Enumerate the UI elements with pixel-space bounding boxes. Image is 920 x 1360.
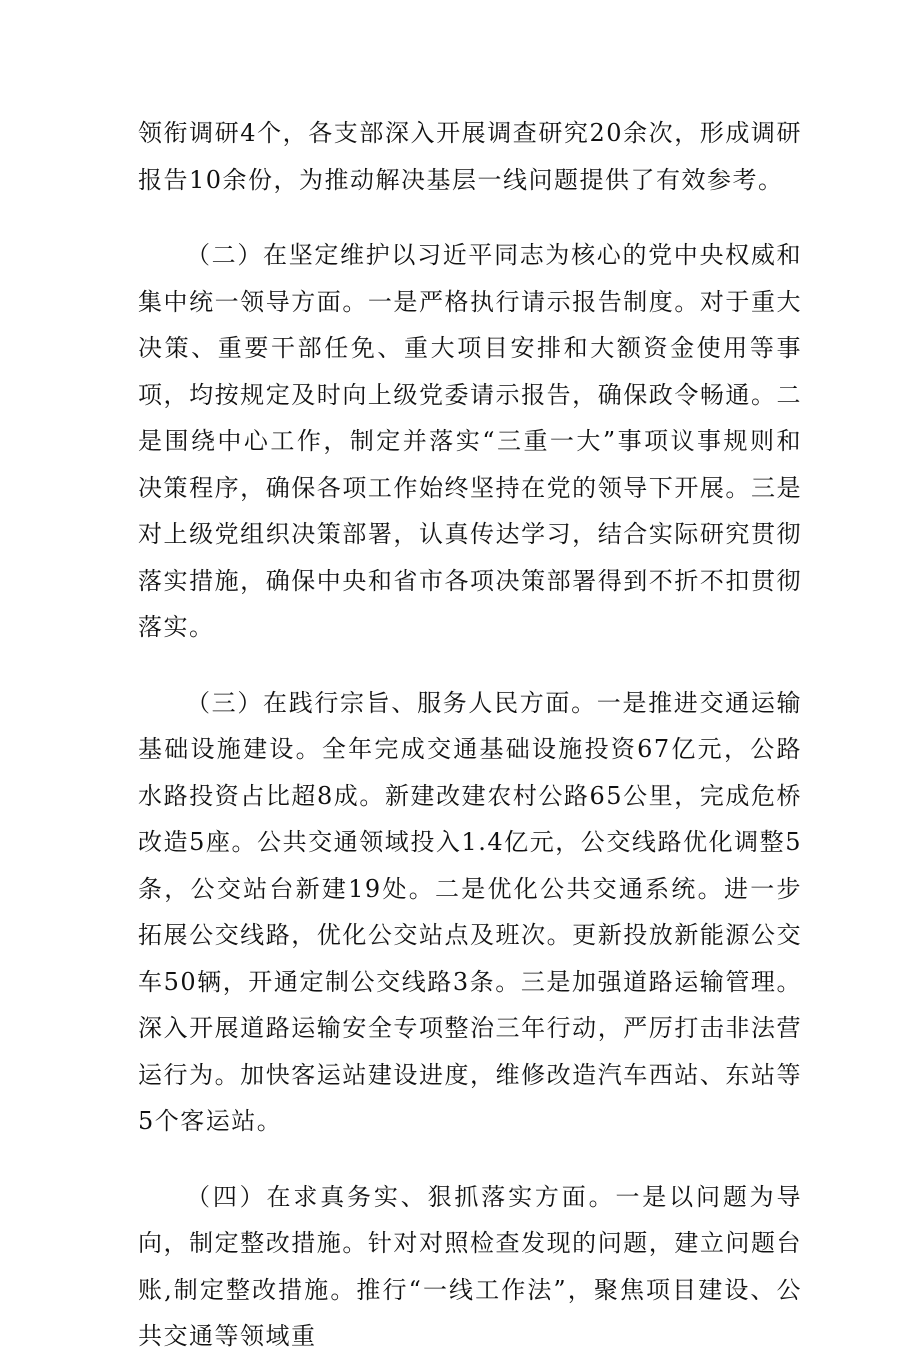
paragraph-2: （二）在坚定维护以习近平同志为核心的党中央权威和集中统一领导方面。一是严格执行请示报告制度。对于重大决策、重要干部任免、重大项目安排和大额资金使用等事项，均按规定及时向上级党委请示报告，确保政令畅通。二是围绕中心工作，制定并落实“三重一大”事项议事规则和决策程序，确保各项工作始终坚持在党的领导下开展。三是对上级党组织决策部署，认真传达学习，结合实际研究贯彻落实措施，确保中央和省市各项决策部署得到不折不扣贯彻落实。 — [138, 241, 802, 641]
paragraph-1: 领衔调研4个，各支部深入开展调查研究20余次，形成调研报告10余份，为推动解决基层一线问题提供了有效参考。 — [138, 119, 802, 194]
paragraph-3: （三）在践行宗旨、服务人民方面。一是推进交通运输基础设施建设。全年完成交通基础设施投资67亿元，公路水路投资占比超8成。新建改建农村公路65公里，完成危桥改造5座。公共交通领域投入1.4亿元，公交线路优化调整5条，公交站台新建19处。二是优化公共交通系统。进一步拓展公交线路，优化公交站点及班次。更新投放新能源公交车50辆，开通定制公交线路3条。三是加强道路运输管理。深入开展道路运输安全专项整治三年行动，严厉打击非法营运行为。加快客运站建设进度，维修改造汽车西站、东站等5个客运站。 — [138, 688, 802, 1135]
paragraph-4: （四）在求真务实、狠抓落实方面。一是以问题为导向，制定整改措施。针对对照检查发现的问题，建立问题台账,制定整改措施。推行“一线工作法”，聚焦项目建设、公共交通等领域重 — [138, 1182, 802, 1350]
